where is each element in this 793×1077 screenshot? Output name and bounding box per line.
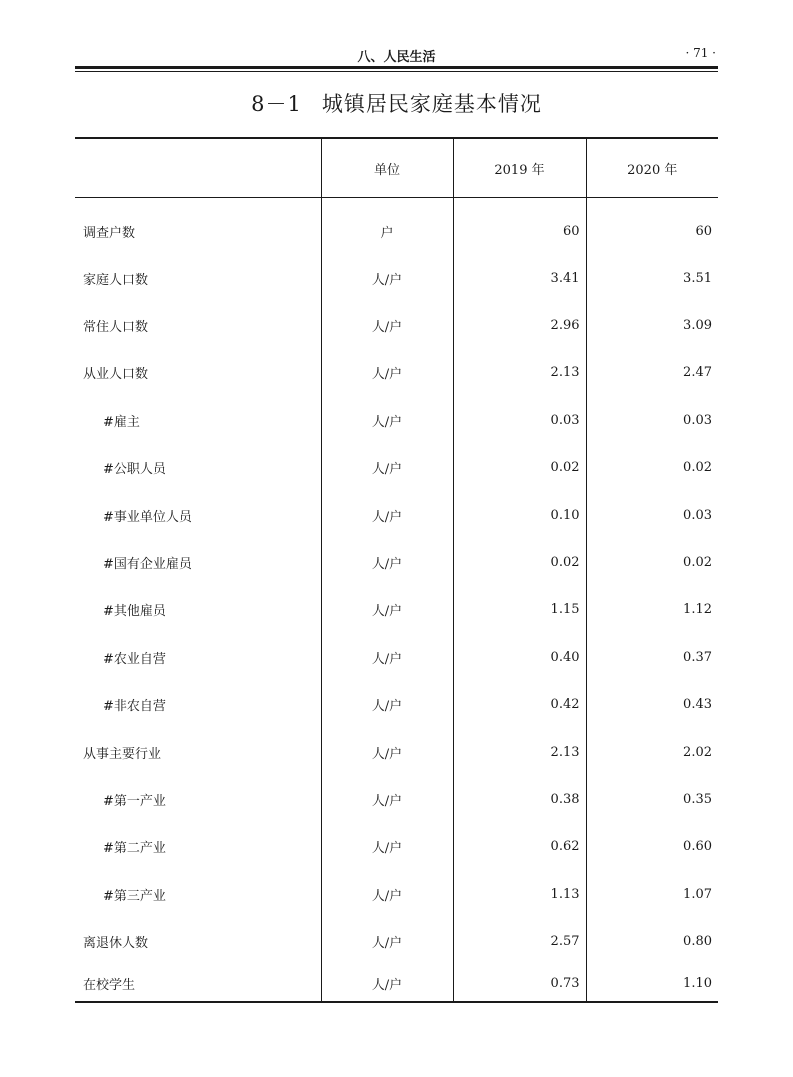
table-row (75, 444, 718, 491)
row-unit: 人/户 (321, 444, 453, 491)
table-row (75, 871, 718, 918)
section-name: 八、人民生活 (357, 50, 436, 65)
table-title (75, 88, 718, 118)
table-title-text: 城镇居民家庭基本情况 (321, 92, 542, 116)
table-row (75, 349, 718, 396)
row-item-label: 离退休人数 (83, 936, 149, 952)
row-value-2020: 2.02 (586, 728, 718, 775)
row-unit: 人/户 (321, 823, 453, 870)
row-item-label: 家庭人口数 (83, 272, 149, 288)
row-item-label: 调查户数 (83, 225, 136, 241)
table-row (75, 918, 718, 965)
row-item-label: #其他雇员 (103, 604, 166, 620)
row-value-2019: 60 (453, 198, 586, 255)
row-value-2019: 1.15 (453, 586, 586, 633)
column-header-2020: 2020 年 (586, 139, 718, 198)
row-value-2020: 0.43 (586, 681, 718, 728)
row-unit: 人/户 (321, 728, 453, 775)
row-value-2019: 0.62 (453, 823, 586, 870)
table-number: 8－1 (251, 92, 302, 116)
table-row (75, 255, 718, 302)
row-value-2020: 1.07 (586, 871, 718, 918)
row-value-2019: 0.03 (453, 397, 586, 444)
header-rule-thin (75, 71, 718, 72)
row-item-label: #第二产业 (103, 841, 166, 857)
row-value-2020: 60 (586, 198, 718, 255)
column-header-2019: 2019 年 (453, 139, 586, 198)
row-unit: 人/户 (321, 255, 453, 302)
row-item-label: #雇主 (103, 414, 140, 430)
header-rule-thick (75, 66, 718, 69)
table-row (75, 586, 718, 633)
row-value-2020: 2.47 (586, 349, 718, 396)
table-row (75, 539, 718, 586)
row-value-2020: 0.03 (586, 491, 718, 538)
row-item-label: 在校学生 (75, 965, 321, 1002)
row-unit: 人/户 (321, 871, 453, 918)
row-value-2019: 2.13 (453, 349, 586, 396)
row-item-label: #第三产业 (103, 888, 166, 904)
table-row (75, 823, 718, 870)
row-item-label: #非农自营 (103, 699, 166, 715)
table-row (75, 302, 718, 349)
row-value-2020: 0.02 (586, 539, 718, 586)
row-unit: 人/户 (321, 965, 453, 1002)
row-value-2019: 0.10 (453, 491, 586, 538)
table-row (75, 776, 718, 823)
column-header-item (75, 139, 321, 198)
page-number: · 71 · (685, 46, 716, 60)
row-value-2019: 0.40 (453, 634, 586, 681)
row-value-2020: 1.10 (586, 965, 718, 1002)
row-value-2019: 0.42 (453, 681, 586, 728)
row-value-2020: 0.80 (586, 918, 718, 965)
row-value-2020: 0.35 (586, 776, 718, 823)
row-unit: 人/户 (321, 302, 453, 349)
table-row (75, 634, 718, 681)
row-unit: 人/户 (321, 586, 453, 633)
row-value-2019: 2.13 (453, 728, 586, 775)
row-unit: 人/户 (321, 681, 453, 728)
table-row (75, 681, 718, 728)
row-value-2020: 3.09 (586, 302, 718, 349)
row-item-label: 从业人口数 (83, 367, 149, 383)
row-value-2019: 2.57 (453, 918, 586, 965)
row-value-2020: 1.12 (586, 586, 718, 633)
row-unit: 人/户 (321, 491, 453, 538)
row-item-label: 常住人口数 (83, 320, 149, 336)
row-value-2019: 0.73 (453, 965, 586, 1002)
row-value-2019: 1.13 (453, 871, 586, 918)
data-table (75, 139, 718, 1003)
row-unit: 人/户 (321, 349, 453, 396)
row-value-2020: 0.02 (586, 444, 718, 491)
table-row (75, 397, 718, 444)
row-value-2019: 2.96 (453, 302, 586, 349)
row-item-label: #农业自营 (103, 651, 166, 667)
row-item-label: #事业单位人员 (103, 509, 192, 525)
table-header-row (75, 139, 718, 198)
row-value-2020: 0.03 (586, 397, 718, 444)
row-value-2020: 3.51 (586, 255, 718, 302)
row-value-2019: 0.02 (453, 539, 586, 586)
row-value-2019: 0.38 (453, 776, 586, 823)
table-row (75, 728, 718, 775)
row-unit: 人/户 (321, 397, 453, 444)
row-item-label: #第一产业 (103, 793, 166, 809)
row-value-2019: 0.02 (453, 444, 586, 491)
row-value-2020: 0.37 (586, 634, 718, 681)
running-head (75, 44, 718, 64)
table-row (75, 965, 718, 1002)
row-value-2019: 3.41 (453, 255, 586, 302)
row-unit: 户 (321, 198, 453, 255)
row-value-2020: 0.60 (586, 823, 718, 870)
row-item-label: #公职人员 (103, 462, 166, 478)
row-unit: 人/户 (321, 776, 453, 823)
row-unit: 人/户 (321, 918, 453, 965)
row-item-label: #国有企业雇员 (103, 557, 192, 573)
row-unit: 人/户 (321, 539, 453, 586)
table-body (75, 198, 718, 1003)
table-row (75, 491, 718, 538)
row-unit: 人/户 (321, 634, 453, 681)
row-item-label: 从事主要行业 (83, 746, 162, 762)
table-row (75, 198, 718, 255)
column-header-unit: 单位 (321, 139, 453, 198)
